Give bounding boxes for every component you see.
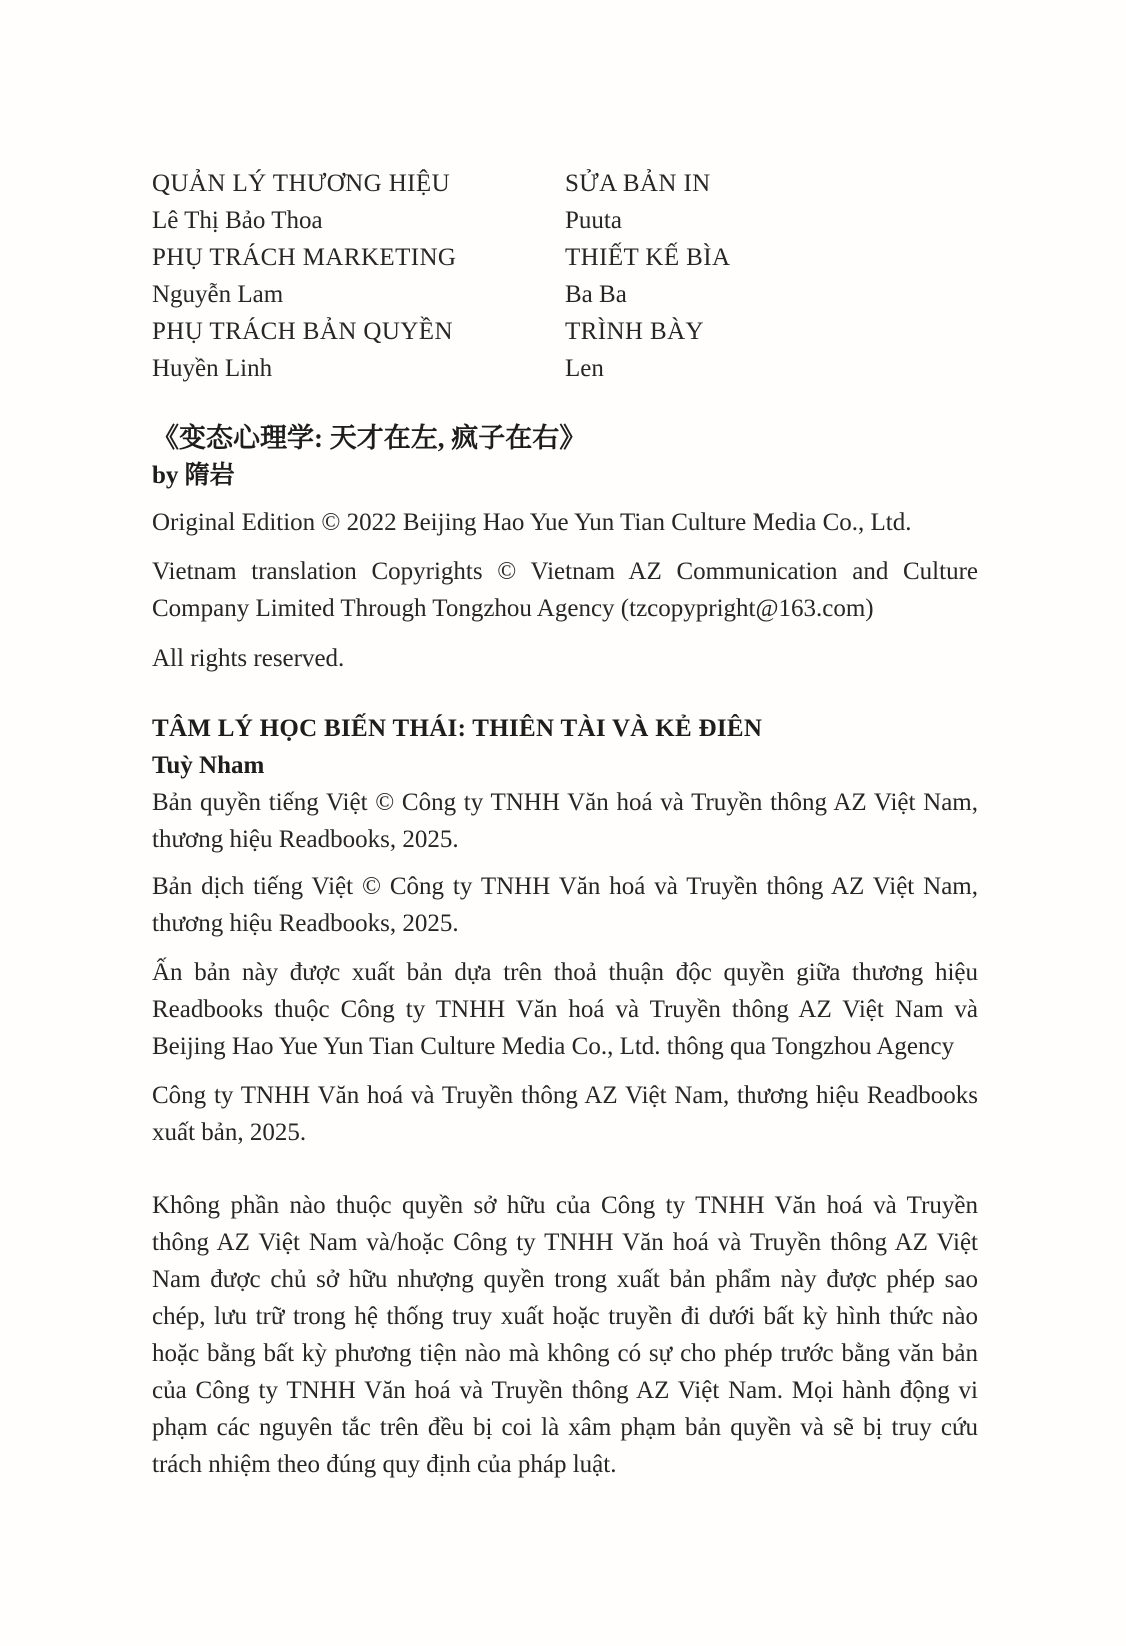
credit-role-brand-manager: QUẢN LÝ THƯƠNG HIỆU [152,170,451,197]
all-rights-reserved-line: All rights reserved. [152,645,345,672]
original-edition-section [152,420,978,677]
vietnamese-edition-section [152,710,978,1151]
vietnamese-author: Tuỳ Nham [152,752,265,779]
credits-section [152,165,978,387]
vietnamese-copyright-line: Bản quyền tiếng Việt © Công ty TNHH Văn hoá và Truyền thông AZ Việt Nam, thương hiệu Readbooks, 2025. [152,789,978,853]
credit-role-rights: PHỤ TRÁCH BẢN QUYỀN [152,318,453,345]
credits-column-left [152,165,565,387]
original-title: 《变态心理学: 天才在左, 疯子在右》 [152,423,587,453]
vietnamese-title: TÂM LÝ HỌC BIẾN THÁI: THIÊN TÀI VÀ KẺ ĐIÊN [152,715,763,742]
credit-role-proofreading: SỬA BẢN IN [565,170,711,197]
credit-name-brand-manager: Lê Thị Bảo Thoa [152,207,323,234]
vietnamese-translation-line: Bản dịch tiếng Việt © Công ty TNHH Văn hoá và Truyền thông AZ Việt Nam, thương hiệu Readbooks, 2025. [152,873,978,937]
credit-name-cover-design: Ba Ba [565,281,627,308]
credit-name-proofreading: Puuta [565,207,622,234]
credit-name-layout: Len [565,355,604,382]
legal-notice-section [152,1187,978,1483]
translation-copyright-line: Vietnam translation Copyrights © Vietnam AZ Communication and Culture Company Limited Through Tongzhou Agency (tzcopypright@163.com) [152,558,978,622]
credit-role-marketing: PHỤ TRÁCH MARKETING [152,244,457,271]
credit-role-layout: TRÌNH BÀY [565,318,705,345]
publisher-line: Công ty TNHH Văn hoá và Truyền thông AZ Việt Nam, thương hiệu Readbooks xuất bản, 2025. [152,1082,978,1146]
exclusive-agreement-line: Ấn bản này được xuất bản dựa trên thoả thuận độc quyền giữa thương hiệu Readbooks thuộc Công ty TNHH Văn hoá và Truyền thông AZ Việt Nam và Beijing Hao Yue Yun Tian Culture Media Co., Ltd. thông qua Tongzhou Agency [152,959,978,1060]
credit-name-marketing: Nguyễn Lam [152,281,284,308]
credit-name-rights: Huyền Linh [152,355,273,382]
original-copyright-line: Original Edition © 2022 Beijing Hao Yue Yun Tian Culture Media Co., Ltd. [152,509,912,536]
credit-role-cover-design: THIẾT KẾ BÌA [565,244,731,271]
original-author: by 隋岩 [152,462,235,489]
legal-notice: Không phần nào thuộc quyền sở hữu của Công ty TNHH Văn hoá và Truyền thông AZ Việt Nam và/hoặc Công ty TNHH Văn hoá và Truyền thông AZ Việt Nam được chủ sở hữu nhượng quyền trong xuất bản phẩm này được phép sao chép, lưu trữ trong hệ thống truy xuất hoặc truyền đi dưới bất kỳ hình thức nào hoặc bằng bất kỳ phương tiện nào mà không có sự cho phép trước bằng văn bản của Công ty TNHH Văn hoá và Truyền thông AZ Việt Nam. Mọi hành động vi phạm các nguyên tắc trên đều bị coi là xâm phạm bản quyền và sẽ bị truy cứu trách nhiệm theo đúng quy định của pháp luật. [152,1192,978,1478]
credits-column-right [565,165,978,387]
